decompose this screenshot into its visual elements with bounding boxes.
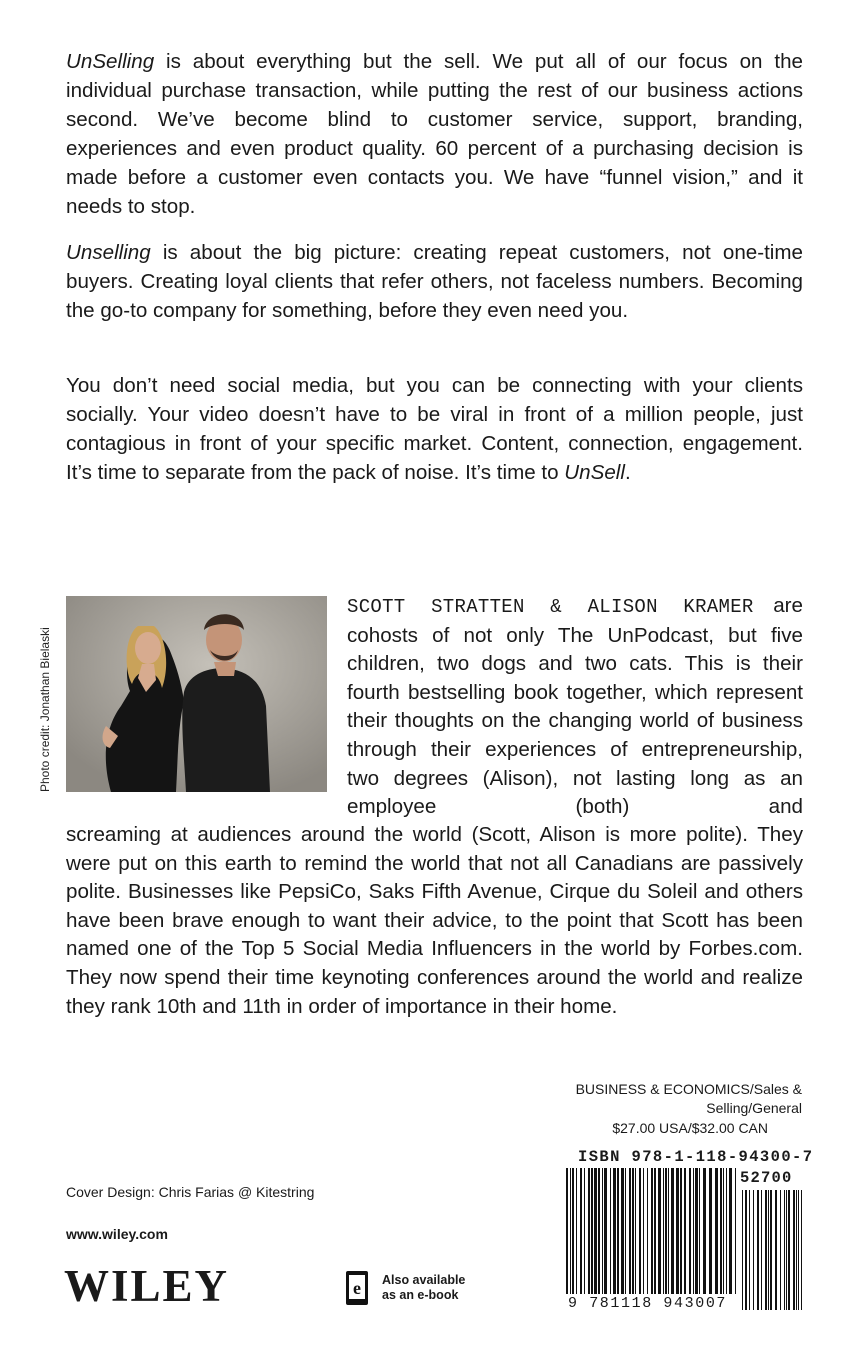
barcode-bar <box>584 1168 585 1294</box>
barcode-bar <box>709 1168 712 1294</box>
barcode-addon-bar <box>761 1190 762 1310</box>
barcode-bar <box>613 1168 616 1294</box>
barcode-bar <box>720 1168 722 1294</box>
book-category: BUSINESS & ECONOMICS/Sales & Selling/General <box>575 1081 802 1116</box>
intro-paragraph-3 <box>66 371 803 487</box>
unselling-italic-2: Unselling <box>66 241 151 264</box>
barcode-addon-bar <box>742 1190 743 1310</box>
barcode-bar <box>617 1168 619 1294</box>
barcode-bar <box>576 1168 577 1294</box>
photo-credit: Photo credit: Jonathan Bielaski <box>38 627 52 792</box>
barcode-bar <box>671 1168 674 1294</box>
barcode-addon-bar <box>768 1190 769 1310</box>
cover-design-credit: Cover Design: Chris Farias @ Kitestring <box>66 1184 315 1200</box>
svg-text:e: e <box>353 1278 361 1298</box>
ebook-availability <box>382 1273 465 1303</box>
barcode-bar <box>639 1168 641 1294</box>
barcode-addon-bar <box>770 1190 772 1310</box>
barcode-bar <box>735 1168 736 1294</box>
author-bio-full: screaming at audiences around the world (Scott, Alison is more polite). They were put on this earth to remind the world that not all Canadians are passively polite. Businesses like PepsiCo, Saks Fifth Avenue, Cirque du Soleil and others have been brave enough to want their advice, to the point that Scott has been named one of the Top 5 Social Media Influencers in the world by Forbes.com. They now spend their time keynoting conferences around the world and realize they rank 10th and 11th in order of importance in their home. <box>66 823 803 1018</box>
barcode-bar <box>665 1168 667 1294</box>
unsell-italic: UnSell <box>564 461 625 484</box>
barcode-bar <box>651 1168 653 1294</box>
barcode-bar <box>621 1168 624 1294</box>
barcode-bar <box>647 1168 648 1294</box>
barcode-bar <box>643 1168 644 1294</box>
barcode-addon-bar <box>780 1190 781 1310</box>
paragraph-1-text: is about everything but the sell. We put all of our focus on the individual purchase transaction, while putting the rest of our business actions second. We’ve become blind to customer service, support, branding, experiences and even product quality. 60 percent of a purchasing decision is made before a customer even contacts you. We have “funnel vision,” and it needs to stop. <box>66 50 803 218</box>
barcode-bar <box>594 1168 597 1294</box>
barcode-bar <box>663 1168 664 1294</box>
barcode-bar <box>591 1168 593 1294</box>
unselling-italic: UnSelling <box>66 50 155 73</box>
barcode-bar <box>566 1168 568 1294</box>
barcode-bar <box>699 1168 700 1294</box>
website-link[interactable]: www.wiley.com <box>66 1226 168 1242</box>
barcode-addon-bar <box>749 1190 750 1310</box>
barcode-number: 9 781118 943007 <box>568 1295 728 1312</box>
author-bio-side <box>347 592 803 822</box>
barcode-bar <box>580 1168 582 1294</box>
barcode-bar <box>570 1168 571 1294</box>
barcode-addon-bar <box>798 1190 799 1310</box>
barcode-addon-bar <box>793 1190 795 1310</box>
barcode-bar <box>598 1168 600 1294</box>
barcode-addon-bar <box>788 1190 790 1310</box>
author-names: SCOTT STRATTEN & ALISON KRAMER <box>347 596 754 618</box>
ebook-line-1: Also available <box>382 1273 466 1287</box>
barcode-bar <box>723 1168 724 1294</box>
intro-paragraph-2 <box>66 238 803 325</box>
barcode-bar <box>684 1168 686 1294</box>
barcode-bar <box>726 1168 727 1294</box>
barcode-bar <box>676 1168 679 1294</box>
barcode-bar <box>680 1168 682 1294</box>
barcode-addon-bar <box>775 1190 777 1310</box>
barcode-bar <box>632 1168 634 1294</box>
barcode-bar <box>625 1168 626 1294</box>
barcode-bar <box>610 1168 611 1294</box>
barcode-bar <box>654 1168 656 1294</box>
paragraph-2-text: is about the big picture: creating repeat customers, not one-time buyers. Creating loyal clients that refer others, not faceless numbers. Becoming the go-to company for something, before they even need you. <box>66 241 803 322</box>
barcode-bar <box>689 1168 691 1294</box>
ebook-icon <box>345 1270 369 1306</box>
barcode <box>566 1168 804 1310</box>
author-photo <box>66 596 327 792</box>
barcode-addon-bar <box>753 1190 754 1310</box>
barcode-addon-bar <box>784 1190 785 1310</box>
author-bio-side-text: are cohosts of not only The UnPodcast, but five children, two dogs and two cats. This is their fourth bestselling book together, which represent their thoughts on the changing world of business through their experiences of entrepreneurship, two degrees (Alison), not lasting long as an employee (both) and <box>347 594 803 819</box>
barcode-bar <box>629 1168 631 1294</box>
barcode-addon-bar <box>801 1190 802 1310</box>
barcode-bar <box>604 1168 607 1294</box>
price-code: 52700 <box>740 1169 793 1187</box>
barcode-addon-bar <box>757 1190 759 1310</box>
barcode-bar <box>695 1168 698 1294</box>
ebook-line-2: as an e-book <box>382 1288 459 1302</box>
barcode-addon-bar <box>765 1190 767 1310</box>
paragraph-3-end: . <box>624 461 631 484</box>
barcode-bar <box>668 1168 669 1294</box>
barcode-bar <box>715 1168 718 1294</box>
barcode-bar <box>693 1168 694 1294</box>
book-price: $27.00 USA/$32.00 CAN <box>612 1120 768 1136</box>
barcode-addon-bar <box>796 1190 797 1310</box>
barcode-addon-bar <box>786 1190 787 1310</box>
barcode-bar <box>572 1168 574 1294</box>
barcode-bar <box>729 1168 732 1294</box>
isbn: ISBN 978-1-118-94300-7 <box>578 1148 814 1166</box>
barcode-bar <box>602 1168 603 1294</box>
publisher-logo: WILEY <box>64 1261 230 1311</box>
barcode-addon-bar <box>745 1190 747 1310</box>
paragraph-3-text: You don’t need social media, but you can be connecting with your clients socially. Your video doesn’t have to be viral in front of a million people, just contagious in front of your specific market. Content, connection, engagement. It’s time to separate from the pack of noise. It’s time to <box>66 374 803 484</box>
barcode-bar <box>588 1168 590 1294</box>
intro-paragraph-1 <box>66 47 803 221</box>
barcode-bar <box>635 1168 636 1294</box>
barcode-bar <box>703 1168 706 1294</box>
barcode-bar <box>658 1168 661 1294</box>
author-photo-illustration <box>66 596 327 792</box>
